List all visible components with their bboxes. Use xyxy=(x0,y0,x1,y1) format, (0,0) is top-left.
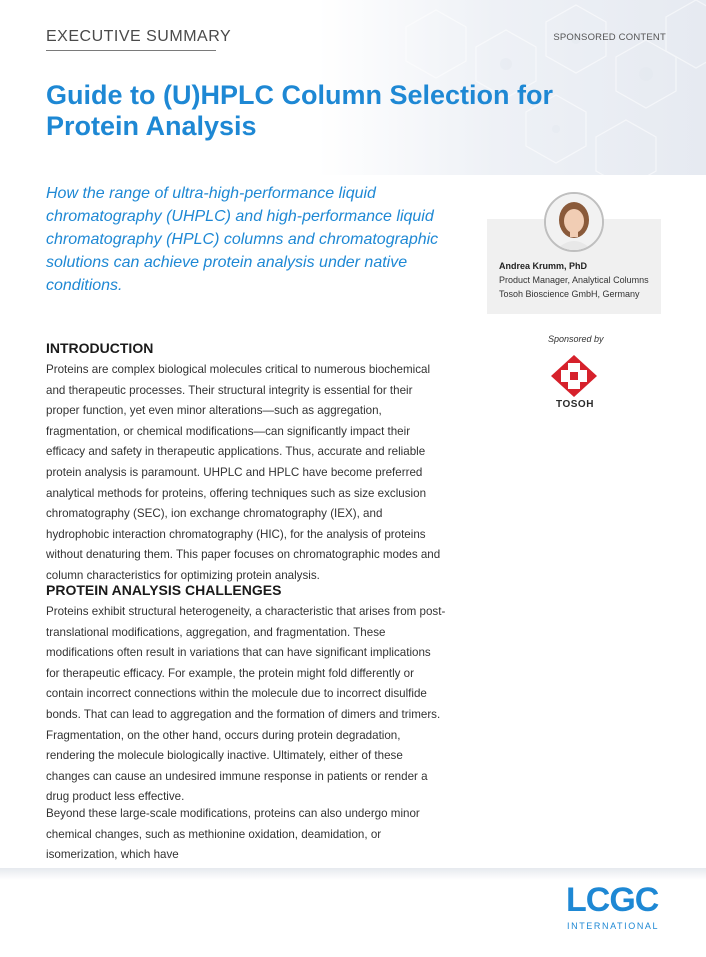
section-introduction xyxy=(46,340,446,587)
section-continuation xyxy=(46,804,446,866)
section-body: Beyond these large-scale modifications, proteins can also undergo minor chemical changes, such as methionine oxidation, deamidation, or isomerization, which have xyxy=(46,807,420,862)
footer-divider xyxy=(0,868,706,880)
author-name: Andrea Krumm, PhD xyxy=(499,261,588,271)
section-body: Proteins exhibit structural heterogeneity, a characteristic that arises from post-translational modifications, aggregation, and fragmentation. These modifications often result in variations that can have significant implications for therapeutic efficacy. For example, the protein might fold differently or contain incorrect connections within the molecule due to incorrect disulfide bonds. That can lead to aggregation and the formation of dimers and trimers. Fragmentation, on the other hand, occurs during protein degradation, rendering the molecule biologically inactive. Ultimately, either of these changes can cause an undesired immune response in patients or render a drug product less effective. xyxy=(46,605,446,804)
author-organization: Tosoh Bioscience GmbH, Germany xyxy=(499,289,640,299)
section-eyebrow: EXECUTIVE SUMMARY xyxy=(46,28,216,51)
sponsored-content-tag: SPONSORED CONTENT xyxy=(553,32,666,43)
tosoh-logo-icon xyxy=(551,355,597,397)
author-portrait-icon xyxy=(546,194,602,250)
lcgc-logo-subtitle: INTERNATIONAL xyxy=(567,921,660,931)
tosoh-logo-text: TOSOH xyxy=(556,399,594,410)
lead-summary: How the range of ultra-high-performance liquid chromatography (UHPLC) and high-performance liquid chromatography (HPLC) columns and chromatographic solutions can achieve protein analysis under native conditions. xyxy=(46,185,439,294)
section-protein-analysis-challenges xyxy=(46,582,446,808)
page-title: Guide to (U)HPLC Column Selection for Protein Analysis xyxy=(46,80,553,141)
section-body: Proteins are complex biological molecules critical to numerous biochemical and therapeutic processes. Their structural integrity is essential for their proper function, yet even minor alterations—such as aggregation, fragmentation, or chemical modifications—can significantly impact their efficacy and safety in therapeutic applications. Thus, accurate and reliable protein analysis is paramount. UHPLC and HPLC have become preferred analytical methods for proteins, offering techniques such as size exclusion chromatography (SEC), ion exchange chromatography (IEX), and hydrophobic interaction chromatography (HIC), for the analysis of proteins without denaturing them. This paper focuses on chromatographic modes and column characteristics for optimizing protein analysis. xyxy=(46,363,441,582)
section-heading: PROTEIN ANALYSIS CHALLENGES xyxy=(46,582,282,598)
author-avatar xyxy=(544,192,604,252)
lcgc-logo: LCGC xyxy=(566,881,659,919)
author-role: Product Manager, Analytical Columns xyxy=(499,275,649,285)
section-heading: INTRODUCTION xyxy=(46,340,154,356)
sponsored-by-label: Sponsored by xyxy=(548,334,604,344)
